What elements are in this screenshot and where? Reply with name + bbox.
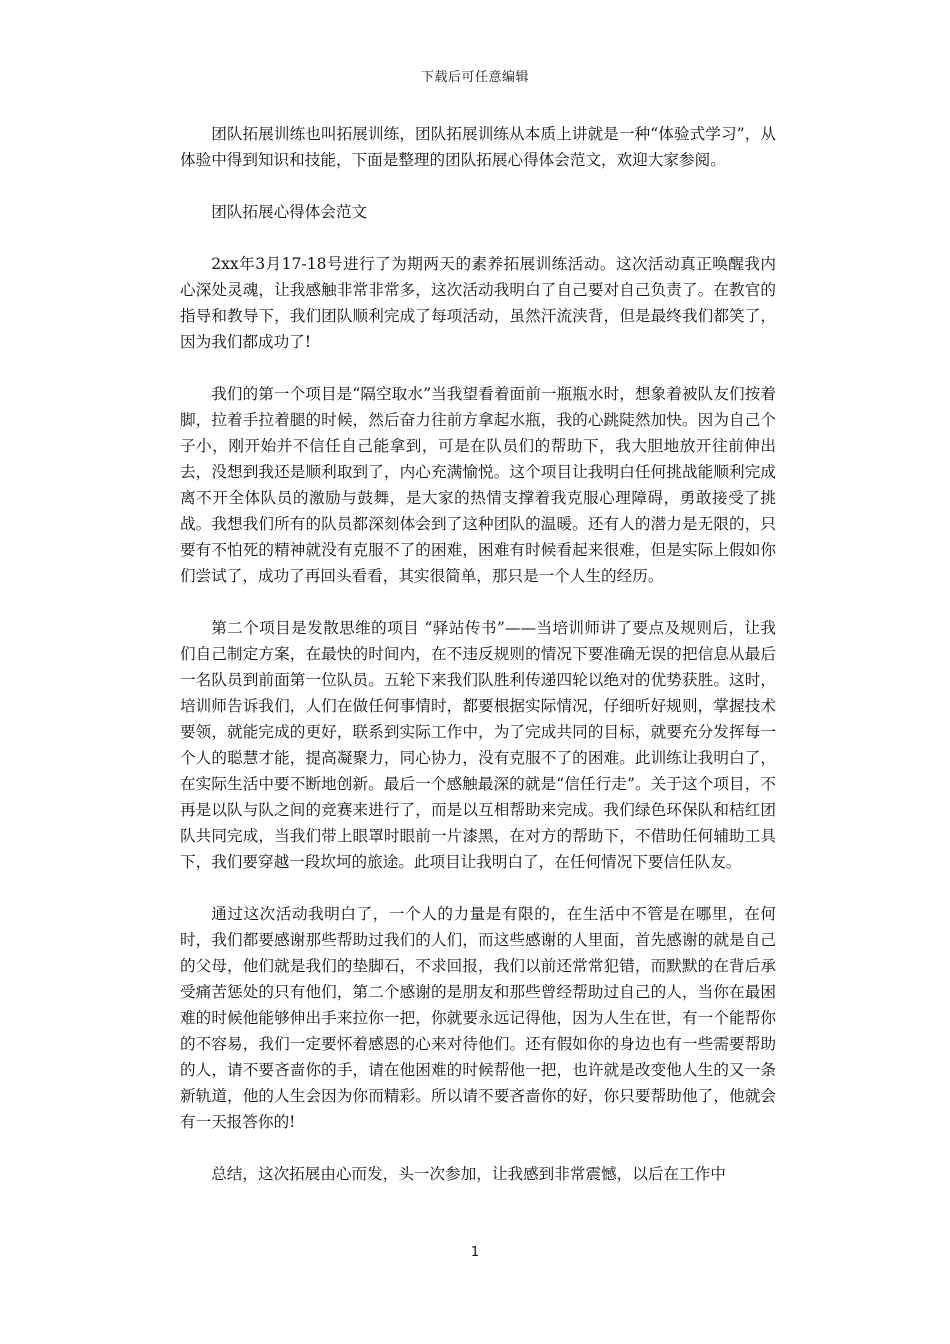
intro-paragraph: 团队拓展训练也叫拓展训练，团队拓展训练从本质上讲就是一种“体验式学习”，从体验中得到知识和技能，下面是整理的团队拓展心得体会范文，欢迎大家参阅。: [180, 125, 776, 169]
paragraph-summary: 总结，这次拓展由心而发，头一次参加，让我感到非常震憾，以后在工作中: [211, 1165, 726, 1183]
section-title: 团队拓展心得体会范文: [211, 203, 368, 221]
paragraph-first-project: 我们的第一个项目是“隔空取水”当我望看着面前一瓶瓶水时，想象着被队友们按着脚，拉着手拉着腿的时候，然后奋力往前方拿起水瓶，我的心跳陡然加快。因为自己个子小，刚开始并不信任自己能拿到，可是在队员们的帮助下，我大胆地放开往前伸出去，没想到我还是顺利取到了，内心充满愉悦。这个项目让我明白任何挑战能顺利完成离不开全体队员的激励与鼓舞，是大家的热情支撑着我克服心理障碍，勇敢接受了挑战。我想我们所有的队员都深刻体会到了这种团队的温暖。还有人的潜力是无限的，只要有不怕死的精神就没有克服不了的困难，困难有时候看起来很难，但是实际上假如你们尝试了，成功了再回头看看，其实很简单，那只是一个人生的经历。: [180, 385, 776, 585]
page-header-note: 下载后可任意编辑: [420, 70, 529, 85]
paragraph-activity-overview: 2xx年3月17-18号进行了为期两天的素养拓展训练活动。这次活动真正唤醒我内心深处灵魂，让我感触非常非常多，这次活动我明白了自己要对自己负责了。在教官的指导和教导下，我们团队顺利完成了每项活动，虽然汗流浃背，但是最终我们都笑了，因为我们都成功了!: [180, 255, 776, 351]
document-body: [180, 121, 776, 1213]
page-number: 1: [470, 1245, 480, 1260]
paragraph-second-project: 第二个项目是发散思维的项目 “驿站传书”——当培训师讲了要点及规则后，让我们自己制定方案，在最快的时间内，在不违反规则的情况下要准确无误的把信息从最后一名队员到前面第一位队员。五轮下来我们队胜利传递四轮以绝对的优势获胜。这时，培训师告诉我们，人们在做任何事情时，都要根据实际情况，仔细听好规则，掌握技术要领，就能完成的更好，联系到实际工作中，为了完成共同的目标，就要充分发挥每一个人的聪慧才能，提高凝聚力，同心协力，没有克服不了的困难。此训练让我明白了，在实际生活中要不断地创新。最后一个感触最深的就是“信任行走”。关于这个项目，不再是以队与队之间的竞赛来进行了，而是以互相帮助来完成。我们绿色环保队和桔红团队共同完成，当我们带上眼罩时眼前一片漆黑，在对方的帮助下，不借助任何辅助工具下，我们要穿越一段坎坷的旅途。此项目让我明白了，在任何情况下要信任队友。: [180, 619, 776, 871]
paragraph-gratitude: 通过这次活动我明白了，一个人的力量是有限的，在生活中不管是在哪里，在何时，我们都要感谢那些帮助过我们的人们，而这些感谢的人里面，首先感谢的就是自己的父母，他们就是我们的垫脚石，不求回报，我们以前还常常犯错，而默默的在背后承受痛苦惩处的只有他们，第二个感谢的是朋友和那些曾经帮助过自己的人，当你在最困难的时候他能够伸出手来拉你一把，你就要永远记得他，因为人生在世，有一个能帮你的不容易，我们一定要怀着感恩的心来对待他们。还有假如你的身边也有一些需要帮助的人，请不要吝啬你的手，请在他困难的时候帮他一把，也许就是改变他人生的又一条新轨道，他的人生会因为你而精彩。所以请不要吝啬你的好，你只要帮助他了，他就会有一天报答你的!: [180, 905, 776, 1131]
